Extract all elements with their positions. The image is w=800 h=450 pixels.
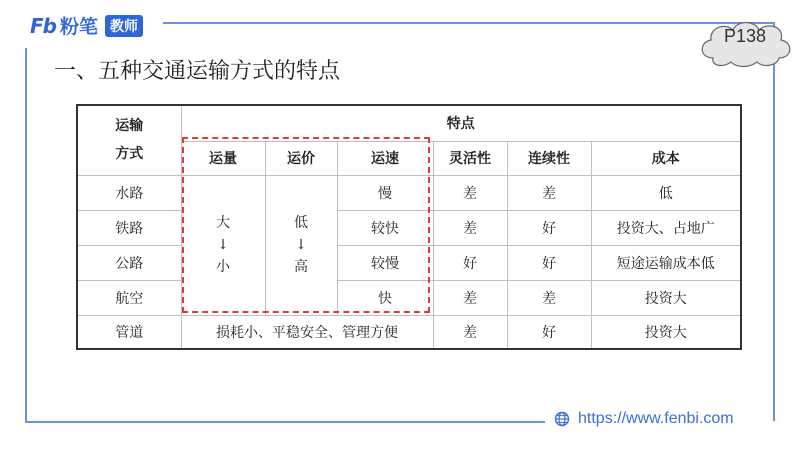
logo-badge: 教师 — [105, 15, 143, 37]
flexibility-cell: 差 — [433, 315, 507, 349]
table-row — [77, 245, 741, 280]
mode-cell: 铁路 — [77, 210, 181, 245]
price-top: 低 — [294, 215, 308, 231]
logo-mark: Fb — [30, 13, 56, 38]
frame-left-line — [25, 48, 27, 422]
frame-top-line — [163, 22, 775, 24]
globe-icon — [554, 411, 570, 427]
table-row — [77, 280, 741, 315]
continuity-cell: 差 — [507, 175, 591, 210]
subheader-continuity: 连续性 — [507, 141, 591, 175]
cost-cell: 投资大 — [591, 315, 741, 349]
speed-cell: 快 — [337, 280, 433, 315]
footer-url[interactable] — [554, 410, 734, 428]
flexibility-cell: 好 — [433, 245, 507, 280]
continuity-cell: 好 — [507, 210, 591, 245]
logo-brand: 粉笔 — [59, 16, 98, 38]
speed-cell: 慢 — [337, 175, 433, 210]
footer-url-text: https://www.fenbi.com — [578, 410, 734, 427]
price-merged-cell — [265, 175, 337, 315]
frame-bottom-line — [25, 421, 545, 423]
transport-table — [76, 104, 742, 350]
page-tag: P138 — [723, 26, 767, 46]
cost-cell: 低 — [591, 175, 741, 210]
mode-cell: 航空 — [77, 280, 181, 315]
flexibility-cell: 差 — [433, 280, 507, 315]
subheader-price: 运价 — [265, 141, 337, 175]
continuity-cell: 好 — [507, 315, 591, 349]
price-bottom: 高 — [294, 259, 308, 275]
down-arrow-icon: ↓ — [217, 237, 229, 253]
page-title: 一、五种交通运输方式的特点 — [54, 59, 341, 84]
table-row — [77, 210, 741, 245]
volume-top: 大 — [216, 215, 230, 231]
cost-cell: 投资大、占地广 — [591, 210, 741, 245]
mode-cell: 公路 — [77, 245, 181, 280]
fenbi-logo — [30, 12, 143, 39]
subheader-flexibility: 灵活性 — [433, 141, 507, 175]
frame-right-line — [773, 22, 775, 421]
header-mode: 运输 方式 — [77, 105, 181, 175]
continuity-cell: 好 — [507, 245, 591, 280]
mode-cell: 水路 — [77, 175, 181, 210]
down-arrow-icon: ↓ — [295, 237, 307, 253]
mode-cell: 管道 — [77, 315, 181, 349]
speed-cell: 较慢 — [337, 245, 433, 280]
flexibility-cell: 差 — [433, 210, 507, 245]
flexibility-cell: 差 — [433, 175, 507, 210]
table-row — [77, 315, 741, 349]
header-features: 特点 — [181, 105, 741, 141]
cost-cell: 投资大 — [591, 280, 741, 315]
volume-bottom: 小 — [216, 259, 230, 275]
continuity-cell: 差 — [507, 280, 591, 315]
volume-merged-cell — [181, 175, 265, 315]
cost-cell: 短途运输成本低 — [591, 245, 741, 280]
pipeline-merged-cell: 损耗小、平稳安全、管理方便 — [181, 315, 433, 349]
subheader-cost: 成本 — [591, 141, 741, 175]
subheader-speed: 运速 — [337, 141, 433, 175]
subheader-volume: 运量 — [181, 141, 265, 175]
table-row — [77, 175, 741, 210]
speed-cell: 较快 — [337, 210, 433, 245]
